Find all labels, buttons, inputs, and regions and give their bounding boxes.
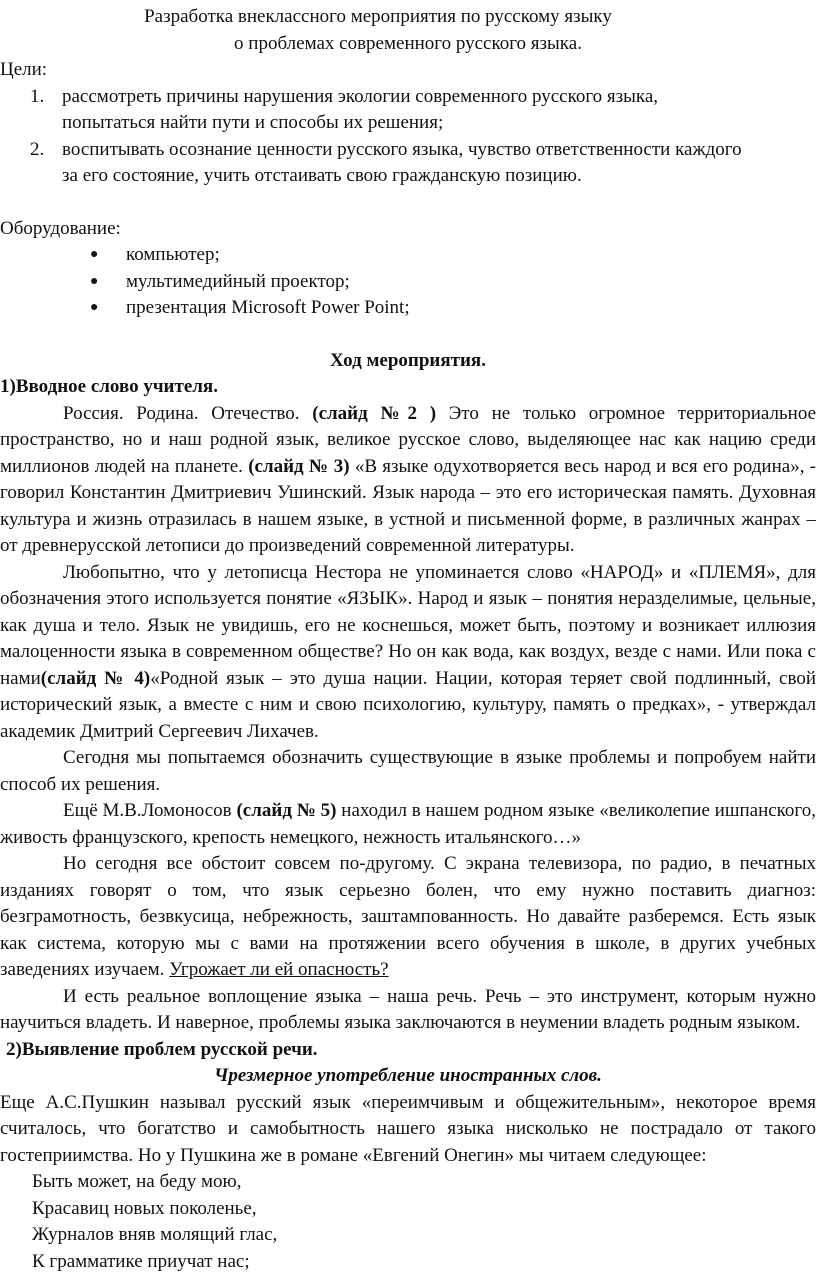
document-title-line-2: о проблемах современного русского языка. bbox=[0, 31, 816, 58]
section1-paragraph-6: И есть реальное воплощение языка – наша речь. Речь – это инструмент, которым нужно научиться владеть. И наверное, проблемы языка заключаются в неумении владеть родным языком. bbox=[0, 984, 816, 1037]
section2-paragraph-1: Еще А.С.Пушкин называл русский язык «переимчивым и общежительным», некоторое время считалось, что богатство и самобытность нашего языка нисколько не пострадало от такого гостеприимства. Но у Пушкина же в романе «Евгений Онегин» мы читаем следующее: bbox=[0, 1090, 816, 1170]
equipment-item: ● компьютер; bbox=[0, 242, 816, 269]
equipment-item: ● презентация Microsoft Power Point; bbox=[0, 295, 816, 322]
section2-subtitle: Чрезмерное употребление иностранных слов. bbox=[0, 1063, 816, 1090]
equipment-item: ● мультимедийный проектор; bbox=[0, 269, 816, 296]
course-heading: Ход мероприятия. bbox=[0, 348, 816, 375]
goals-label: Цели: bbox=[0, 57, 816, 84]
verse-line: Красавиц новых поколенье, bbox=[0, 1196, 816, 1223]
verse-line: Быть может, на беду мою, bbox=[0, 1169, 816, 1196]
section1-paragraph-1: Россия. Родина. Отечество. (слайд №2 ) Это не только огромное территориальное пространство, но и наш родной язык, великое русское слово, выделяющее нас как нацию среди миллионов людей на планете. (слайд № 3) «В языке одухотворяется весь народ и вся его родина», - говорил Константин Дмитриевич Ушинский. Язык народа – это его историческая память. Духовная культура и жизнь отразилась в нашем языке, в устной и письменной форме, в различных жанрах – от древнерусской летописи до произведений современной литературы. bbox=[0, 401, 816, 560]
section1-paragraph-3: Сегодня мы попытаемся обозначить существующие в языке проблемы и попробуем найти способ их решения. bbox=[0, 745, 816, 798]
bullet-icon: ● bbox=[90, 242, 98, 269]
bullet-icon: ● bbox=[90, 269, 98, 296]
goal-item-2: 2. воспитывать осознание ценности русского языка, чувство ответственности каждого за его состояние, учить отстаивать свою гражданскую позицию. bbox=[0, 137, 816, 190]
section2-title: 2)Выявление проблем русской речи. bbox=[0, 1037, 816, 1064]
verse-line: Журналов вняв молящий глас, bbox=[0, 1222, 816, 1249]
verse-line: К грамматике приучат нас; bbox=[0, 1249, 816, 1275]
section1-paragraph-2: Любопытно, что у летописца Нестора не упоминается слово «НАРОД» и «ПЛЕМЯ», для обозначения этого используется понятие «ЯЗЫК». Народ и язык – понятия неразделимые, цельные, как душа и тело. Язык не увидишь, его не коснешься, может быть, поэтому и возникает иллюзия малоценности языка в современном обществе? Но он как вода, как воздух, везде с нами. Или пока с нами(слайд № 4)«Родной язык – это душа нации. Нации, которая теряет свой подлинный, свой исторический язык, а вместе с ним и свою психологию, культуру, память о предках», - утверждал академик Дмитрий Сергеевич Лихачев. bbox=[0, 560, 816, 746]
equipment-label: Оборудование: bbox=[0, 216, 816, 243]
section1-title: 1)Вводное слово учителя. bbox=[0, 374, 816, 401]
section1-paragraph-5: Но сегодня все обстоит совсем по-другому. С экрана телевизора, по радио, в печатных изданиях говорят о том, что язык серьезно болен, что ему нужно поставить диагноз: безграмотность, безвкусица, небрежность, заштампованность. Но давайте разберемся. Есть язык как система, которую мы с вами на протяжении всего обучения в школе, в других учебных заведениях изучаем. Угрожает ли ей опасность? bbox=[0, 851, 816, 984]
equipment-list bbox=[0, 242, 816, 322]
goals-list bbox=[0, 84, 816, 190]
bullet-icon: ● bbox=[90, 295, 98, 322]
document-title-line-1: Разработка внеклассного мероприятия по русскому языку bbox=[0, 4, 816, 31]
section1-paragraph-4: Ещё М.В.Ломоносов (слайд № 5) находил в нашем родном языке «великолепие ишпанского, живость французского, крепость немецкого, нежность итальянского…» bbox=[0, 798, 816, 851]
goal-item-1: 1. рассмотреть причины нарушения экологии современного русского языка, попытаться найти пути и способы их решения; bbox=[0, 84, 816, 137]
